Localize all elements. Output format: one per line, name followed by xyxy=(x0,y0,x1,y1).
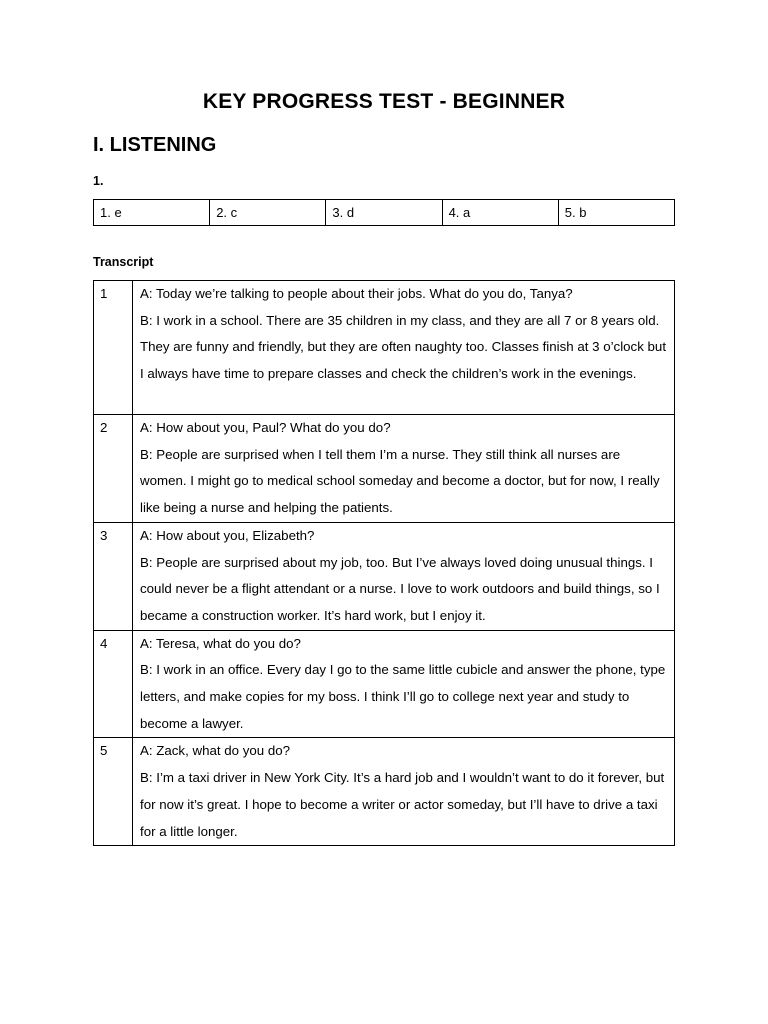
transcript-number: 4 xyxy=(94,630,133,738)
section-heading: I. LISTENING xyxy=(93,134,217,156)
speaker-a-line: A: Teresa, what do you do? xyxy=(140,635,301,651)
transcript-label: Transcript xyxy=(93,255,154,269)
answer-cell: 1. e xyxy=(94,200,210,226)
transcript-number: 1 xyxy=(94,281,133,415)
transcript-row xyxy=(94,738,675,846)
transcript-text xyxy=(133,630,675,738)
speaker-b-line: B: I work in a school. There are 35 children in my class, and they are all 7 or 8 years old. They are funny and friendly, but they are often naughty too. Classes finish at 3 o’clock but I always have time to prepare classes and check the children’s work in the evenings. xyxy=(140,312,667,382)
speaker-b-line: B: People are surprised about my job, too. But I’ve always loved doing unusual things. I could never be a flight attendant or a nurse. I love to work outdoors and build things, so I became a construction worker. It’s hard work, but I enjoy it. xyxy=(140,554,660,623)
transcript-text xyxy=(133,522,675,630)
transcript-row xyxy=(94,522,675,630)
speaker-a-line: A: Today we’re talking to people about their jobs. What do you do, Tanya? xyxy=(140,286,573,301)
page-title: KEY PROGRESS TEST - BEGINNER xyxy=(202,90,566,113)
question-label: 1. xyxy=(93,174,104,188)
speaker-b-line: B: I’m a taxi driver in New York City. It’s a hard job and I wouldn’t want to do it forever, but for now it’s great. I hope to become a writer or actor someday, but I’ll have to drive a taxi for a little longer. xyxy=(140,770,665,839)
speaker-a-line: A: How about you, Paul? What do you do? xyxy=(140,420,391,435)
answer-cell: 4. a xyxy=(442,200,558,226)
answer-cell: 3. d xyxy=(326,200,442,226)
transcript-row xyxy=(94,415,675,523)
speaker-a-line: A: How about you, Elizabeth? xyxy=(140,527,315,543)
transcript-row xyxy=(94,630,675,738)
answer-cell: 5. b xyxy=(558,200,674,226)
speaker-b-line: B: People are surprised when I tell them I’m a nurse. They still think all nurses are women. I might go to medical school someday and become a doctor, but for now, I really like being a nurse and helping the patients. xyxy=(140,446,660,516)
answer-cell: 2. c xyxy=(210,200,326,226)
transcript-row xyxy=(94,281,675,415)
transcript-text xyxy=(133,281,675,415)
answer-key-row xyxy=(94,200,675,226)
transcript-number: 5 xyxy=(94,738,133,846)
speaker-b-line: B: I work in an office. Every day I go to the same little cubicle and answer the phone, type letters, and make copies for my boss. I think I’ll go to college next year and study to become a lawyer. xyxy=(140,662,666,731)
transcript-text xyxy=(133,738,675,846)
transcript-number: 2 xyxy=(94,415,133,523)
speaker-a-line: A: Zack, what do you do? xyxy=(140,743,291,759)
transcript-text xyxy=(133,415,675,523)
transcript-number: 3 xyxy=(94,522,133,630)
answer-key-table xyxy=(93,199,675,226)
transcript-table xyxy=(93,280,675,846)
